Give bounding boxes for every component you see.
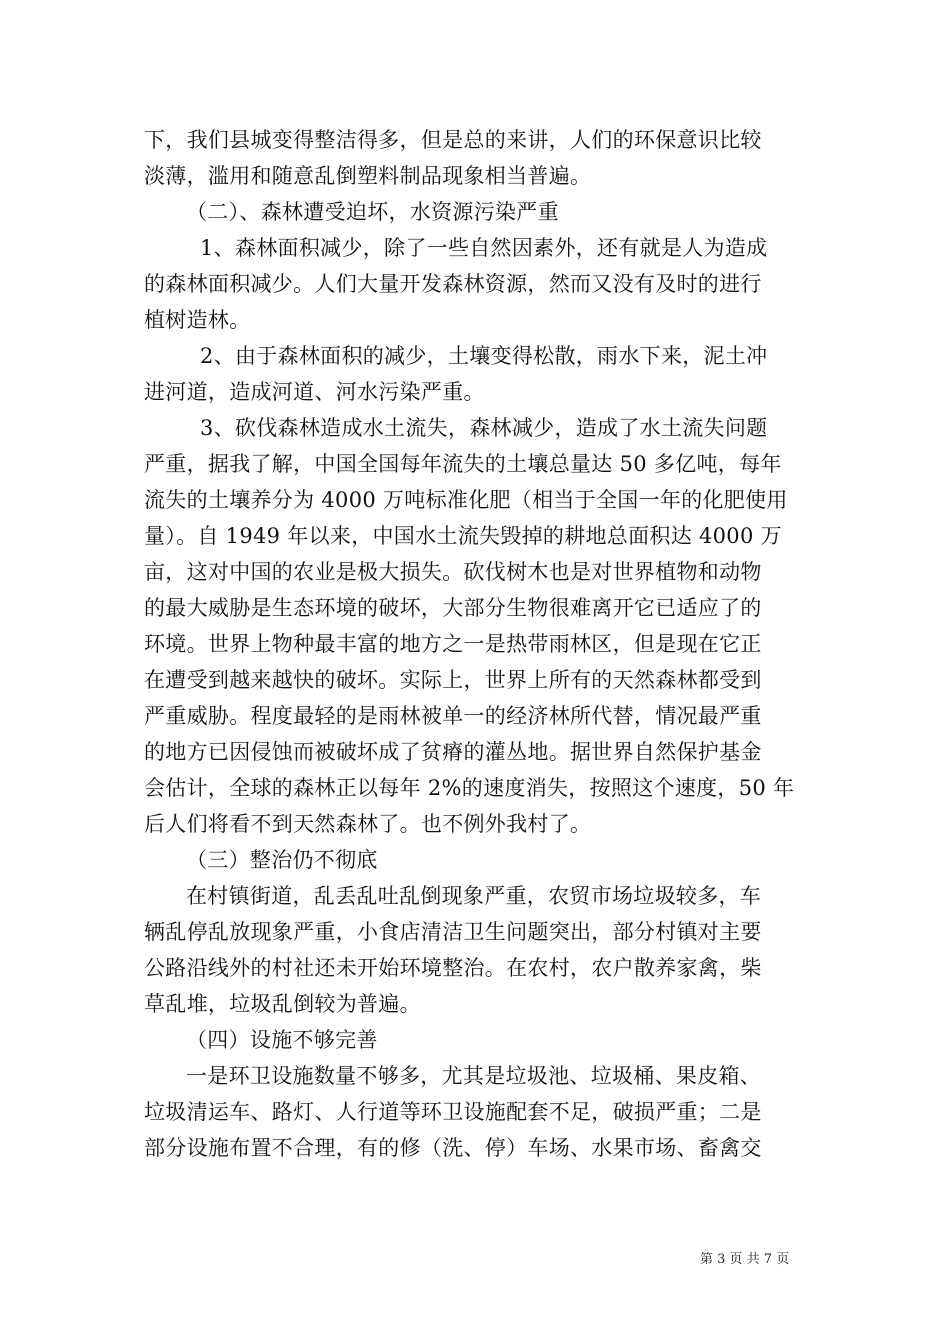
text-line: 的森林面积减少。人们大量开发森林资源，然而又没有及时的进行 [144,272,762,296]
text-line: 的地方已因侵蚀而被破坏成了贫瘠的灌丛地。据世界自然保护基金 [144,740,762,764]
text-line: 会估计，全球的森林正以每年 2%的速度消失，按照这个速度，50 年 [144,776,795,800]
text-line: 辆乱停乱放现象严重，小食店清洁卫生问题突出，部分村镇对主要 [144,920,762,944]
text-line: 植树造林。 [144,308,251,332]
text-line: 垃圾清运车、路灯、人行道等环卫设施配套不足，破损严重；二是 [144,1100,762,1124]
text-line: 后人们将看不到天然森林了。也不例外我村了。 [144,812,592,836]
text-line: 一是环卫设施数量不够多，尤其是垃圾池、垃圾桶、果皮箱、 [186,1064,762,1088]
text-line: 3、砍伐森林造成水土流失，森林减少，造成了水土流失问题 [200,416,768,440]
text-line: 环境。世界上物种最丰富的地方之一是热带雨林区，但是现在它正 [144,632,762,656]
text-line: 严重威胁。程度最轻的是雨林被单一的经济林所代替，情况最严重 [144,704,762,728]
page-number: 第 3 页 共 7 页 [700,1252,790,1267]
text-line: 流失的土壤养分为 4000 万吨标准化肥（相当于全国一年的化肥使用 [144,488,788,512]
section-heading: （二）、森林遭受迫坏，水资源污染严重 [186,200,559,224]
text-line: 量）。自 1949 年以来，中国水土流失毁掉的耕地总面积达 4000 万 [144,524,782,548]
text-line: 进河道，造成河道、河水污染严重。 [144,380,485,404]
text-line: 严重，据我了解，中国全国每年流失的土壤总量达 50 多亿吨，每年 [144,452,782,476]
text-line: 部分设施布置不合理，有的修（洗、停）车场、水果市场、畜禽交 [144,1136,762,1160]
text-line: 的最大威胁是生态环境的破坏，大部分生物很难离开它已适应了的 [144,596,762,620]
text-line: 1、森林面积减少，除了一些自然因素外，还有就是人为造成 [200,236,768,260]
text-line: 草乱堆，垃圾乱倒较为普遍。 [144,992,421,1016]
text-line: 公路沿线外的村社还未开始环境整治。在农村，农户散养家禽，柴 [144,956,762,980]
text-line: 淡薄，滥用和随意乱倒塑料制品现象相当普遍。 [144,164,592,188]
text-line: 下，我们县城变得整洁得多，但是总的来讲，人们的环保意识比较 [144,128,762,152]
text-line: 在村镇街道，乱丢乱吐乱倒现象严重，农贸市场垃圾较多，车 [186,884,762,908]
section-heading: （三）整治仍不彻底 [186,848,378,872]
text-line: 亩，这对中国的农业是极大损失。砍伐树木也是对世界植物和动物 [144,560,762,584]
section-heading: （四）设施不够完善 [186,1028,378,1052]
text-line: 2、由于森林面积的减少，土壤变得松散，雨水下来，泥土冲 [200,344,768,368]
text-line: 在遭受到越来越快的破坏。实际上，世界上所有的天然森林都受到 [144,668,762,692]
